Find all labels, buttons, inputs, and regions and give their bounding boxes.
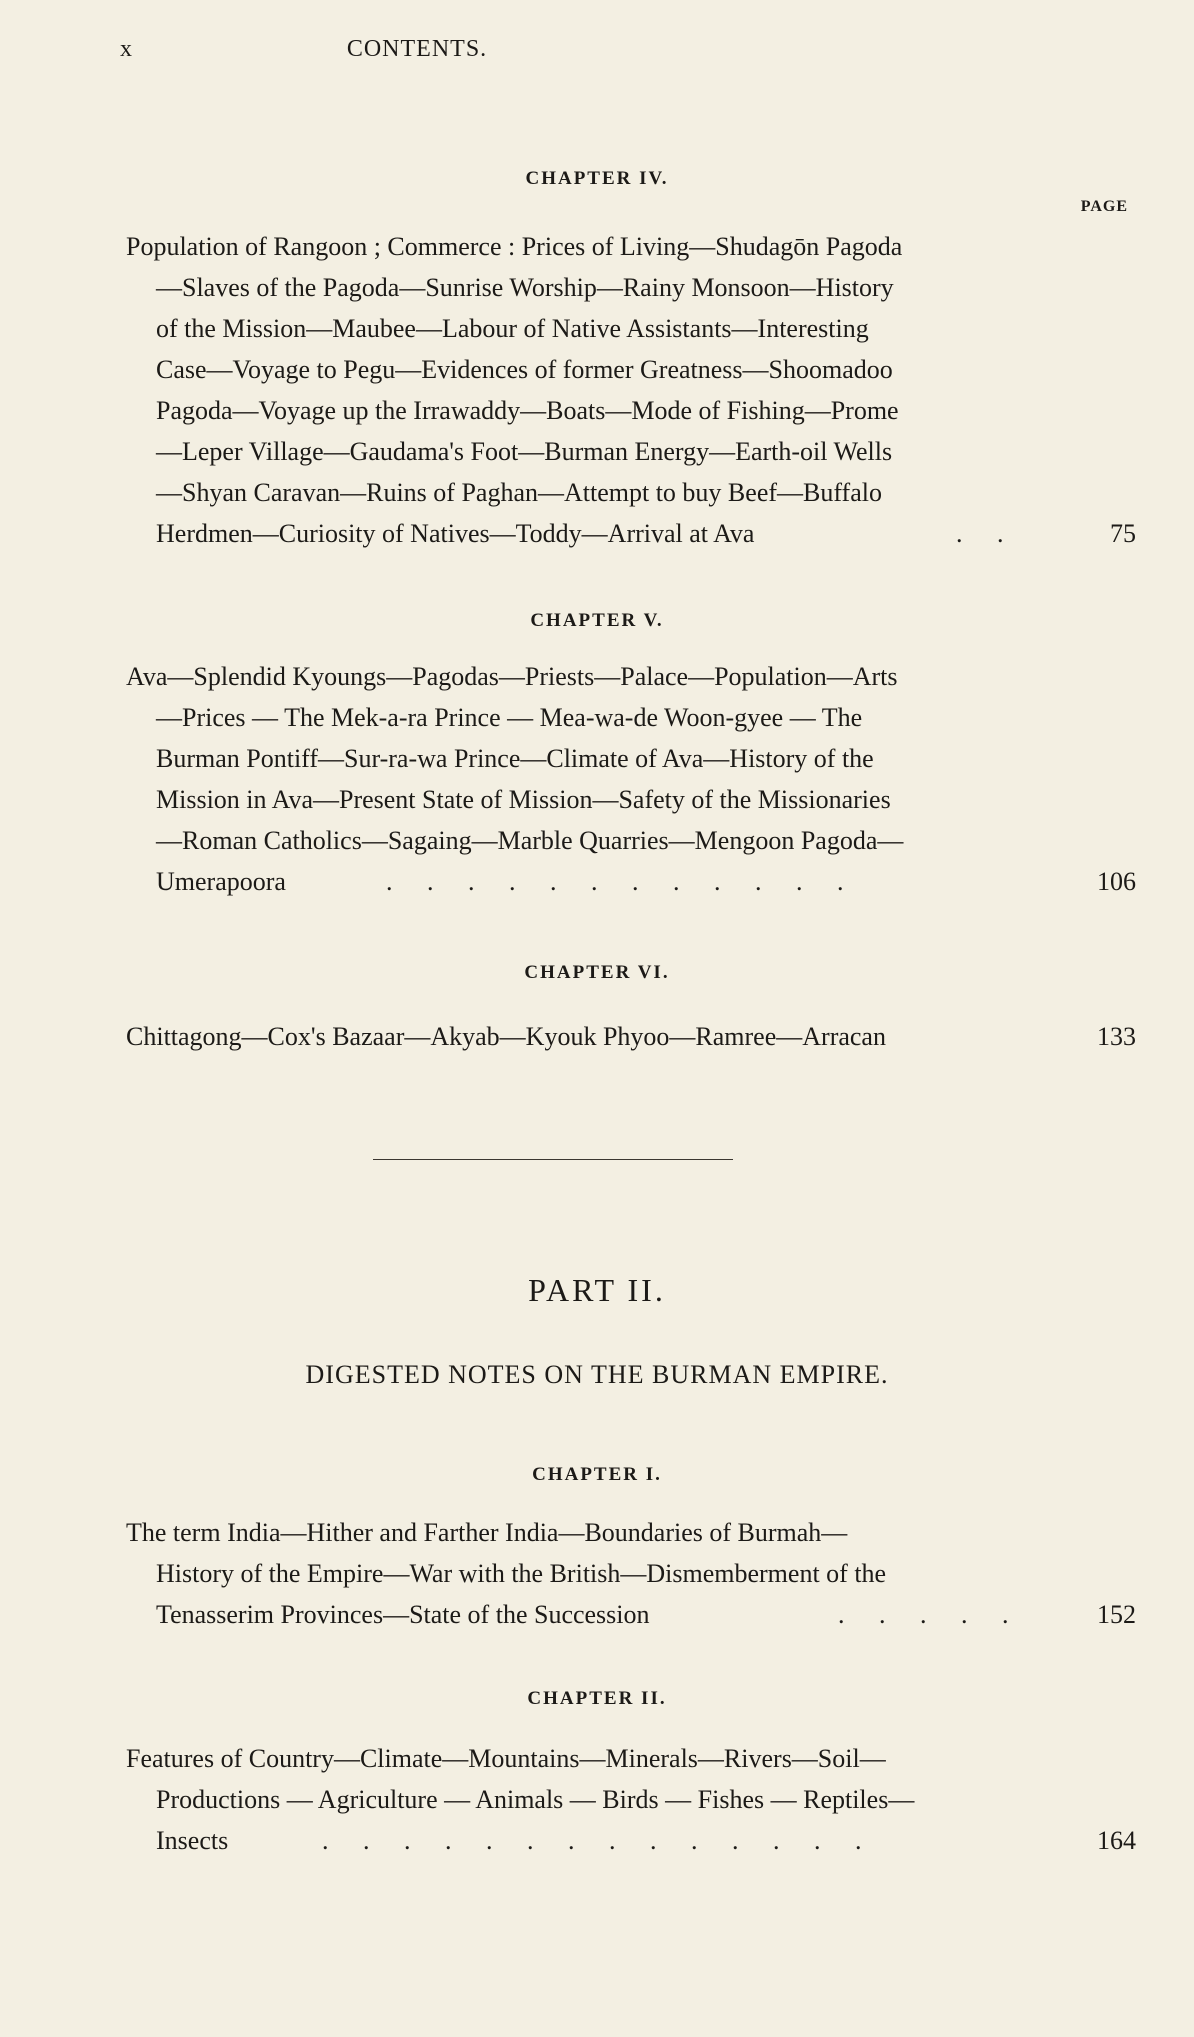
dot-leader: . . <box>956 519 1018 548</box>
page-number: 152 <box>1097 1600 1136 1629</box>
chapter-5-entry <box>126 656 1136 902</box>
dot-leader: . . . . . . . . . . . . . . <box>322 1826 876 1855</box>
entry-text: Herdmen—Curiosity of Natives—Toddy—Arrival at Ava <box>156 519 755 548</box>
part2-chapter-1-heading: CHAPTER I. <box>532 1464 662 1485</box>
entry-line: —Roman Catholics—Sagaing—Marble Quarries—Mengoon Pagoda— <box>156 826 904 855</box>
part2-chapter-2-entry <box>126 1738 1136 1861</box>
part2-chapter-1-entry <box>126 1512 1136 1635</box>
part-subtitle: DIGESTED NOTES ON THE BURMAN EMPIRE. <box>305 1360 889 1389</box>
page-column-label: PAGE <box>1080 198 1128 215</box>
entry-line: of the Mission—Maubee—Labour of Native Assistants—Interesting <box>156 314 869 343</box>
part-title: PART II. <box>528 1272 666 1308</box>
dot-leader: . . . . . . . . . . . . <box>386 867 858 896</box>
entry-line: Features of Country—Climate—Mountains—Minerals—Rivers—Soil— <box>126 1744 886 1773</box>
entry-line: Mission in Ava—Present State of Mission—Safety of the Missionaries <box>156 785 891 814</box>
entry-line-last <box>126 1016 1136 1057</box>
folio-number: x <box>120 36 133 62</box>
section-divider <box>373 1159 733 1160</box>
page-number: 106 <box>1097 867 1136 896</box>
entry-line: —Shyan Caravan—Ruins of Paghan—Attempt to buy Beef—Buffalo <box>156 478 882 507</box>
part2-chapter-2-heading: CHAPTER II. <box>527 1688 667 1709</box>
entry-line: Population of Rangoon ; Commerce : Prices of Living—Shudagōn Pagoda <box>126 232 903 261</box>
entry-line-last <box>126 1594 1136 1635</box>
entry-line: History of the Empire—War with the British—Dismemberment of the <box>156 1559 887 1588</box>
entry-line: —Prices — The Mek-a-ra Prince — Mea-wa-de Woon-gyee — The <box>156 703 863 732</box>
page-number: 75 <box>1110 519 1136 548</box>
chapter-4-entry <box>126 226 1136 554</box>
entry-line: —Slaves of the Pagoda—Sunrise Worship—Rainy Monsoon—History <box>156 273 894 302</box>
entry-line: Productions — Agriculture — Animals — Birds — Fishes — Reptiles— <box>156 1785 915 1814</box>
entry-line: The term India—Hither and Farther India—Boundaries of Burmah— <box>126 1518 848 1547</box>
running-title: CONTENTS. <box>346 36 488 62</box>
entry-line: Ava—Splendid Kyoungs—Pagodas—Priests—Palace—Population—Arts <box>126 662 898 691</box>
chapter-6-entry <box>126 1016 1136 1057</box>
entry-text: Chittagong—Cox's Bazaar—Akyab—Kyouk Phyoo—Ramree—Arracan <box>126 1022 886 1051</box>
chapter-5-heading: CHAPTER V. <box>530 610 664 631</box>
entry-line-last <box>126 1820 1136 1861</box>
entry-line-last <box>126 513 1136 554</box>
entry-line: Pagoda—Voyage up the Irrawaddy—Boats—Mode of Fishing—Prome <box>156 396 899 425</box>
chapter-6-heading: CHAPTER VI. <box>524 962 670 983</box>
chapter-4-heading: CHAPTER IV. <box>525 168 669 189</box>
entry-line: —Leper Village—Gaudama's Foot—Burman Energy—Earth-oil Wells <box>156 437 893 466</box>
dot-leader: . . . . . <box>838 1600 1023 1629</box>
entry-text: Tenasserim Provinces—State of the Succession <box>156 1600 650 1629</box>
page-number: 164 <box>1097 1826 1136 1855</box>
entry-line: Burman Pontiff—Sur-ra-wa Prince—Climate of Ava—History of the <box>156 744 874 773</box>
entry-line: Case—Voyage to Pegu—Evidences of former Greatness—Shoomadoo <box>156 355 893 384</box>
entry-line-last <box>126 861 1136 902</box>
entry-text: Umerapoora <box>156 867 286 896</box>
page-number: 133 <box>1097 1022 1136 1051</box>
entry-text: Insects <box>156 1826 229 1855</box>
